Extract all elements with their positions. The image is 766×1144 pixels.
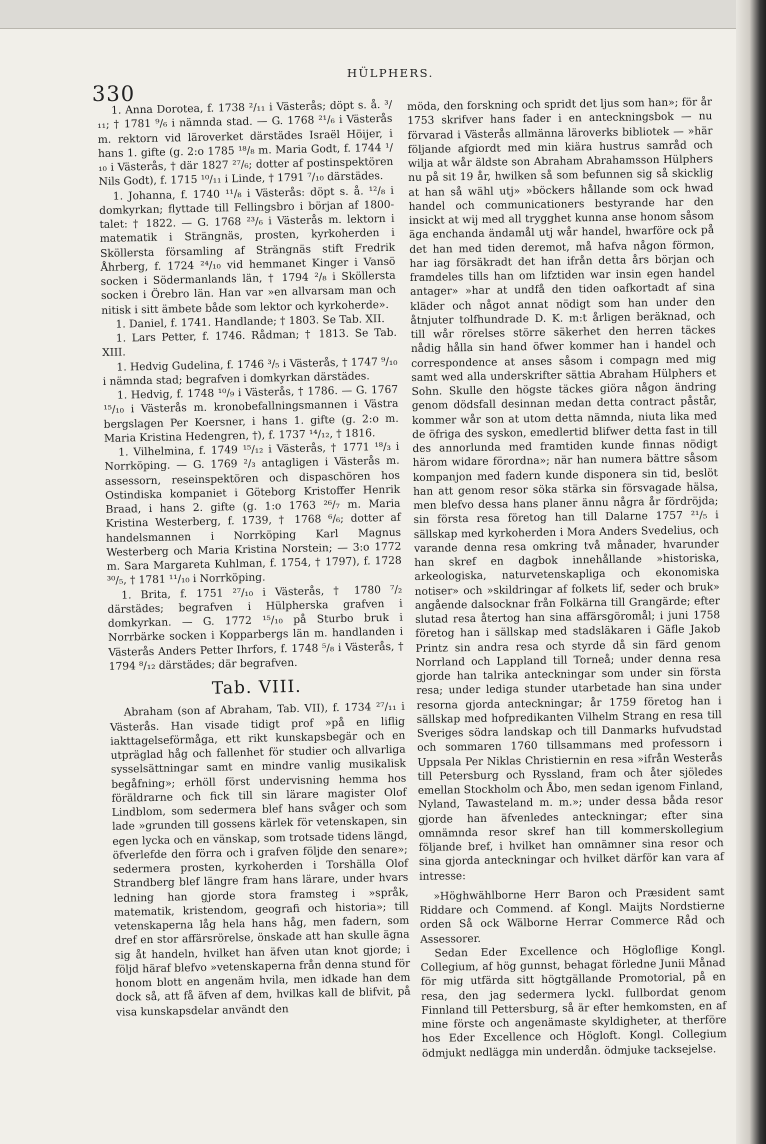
entry-hedvig-gudelina: 1. Hedvig Gudelina, f. 1746 ³/₅ i Västerås, † 1747 ⁹/₁₀ i nämnda stad; begrafven i domkyrkan därstädes. xyxy=(102,355,398,388)
letter-salutation: »Höghwählborne Herr Baron och Præsident samt Riddare och Commend. af Kongl. Maijts Nordstierne orden Så ock Wälborne Herrar Commerce Råd och Assessorer. xyxy=(419,885,726,946)
left-column xyxy=(97,98,411,1020)
entry-daniel: 1. Daniel, f. 1741. Handlande; † 1803. Se Tab. XII. xyxy=(115,312,385,331)
entry-anna-dorotea: 1. Anna Dorotea, f. 1738 ²/₁₁ i Västerås; döpt s. å. ³/₁₁; † 1781 ⁹/₆ i nämnda stad. — G. 1768 ²¹/₆ i Västerås m. rektorn vid läroverket därstädes Israël Höijer, i hans 1. gifte (g. 2:o 1785 ¹⁸/₈ m. Maria Godt, f. 1744 ¹/₁₀ i Västerås, † där 1827 ²⁷/₆; dotter af postinspektören Nils Godt), f. 1715 ¹⁰/₁₁ i Linde, † 1791 ⁷/₁₀ därstädes. xyxy=(97,98,394,189)
entry-johanna: 1. Johanna, f. 1740 ¹¹/₈ i Västerås: döpt s. å. ¹²/₈ i domkyrkan; flyttade till Fellingsbro i början af 1800-talet: † 1822. — G. 1768 ²³/₆ i Västerås m. lektorn i matematik i Strängnäs, prosten, kyrkoherden i Sköllersta församling af Strängnäs stift Fredrik Åhrberg, f. 1724 ²⁴/₁₀ vid hemmanet Kinger i Vansö socken i Södermanlands län, † 1794 ²/₈ i Sköllersta socken i Örebro län. Han var »en allvarsam man och nitisk i sitt ämbete både som lektor och kyrkoherde». xyxy=(99,184,397,317)
book-spine-shadow xyxy=(736,0,766,1144)
page-number: 330 xyxy=(92,82,136,106)
letter-body: Sedan Eder Excellence och Högloflige Kongl. Collegium, af hög gunnst, behagat förledne Junii Månad för mig utfärda sitt högtgällande Promotorial, på en resa, den jag sedermera lyckl. fullbordat genom Finnland till Pettersburg, så är efter hemkomsten, en af mine förste och angenämaste skyldigheter, at therföre hos Eder Excellence och Högloft. Kongl. Collegium ödmjukt nedlägga min underdån. ödmjuke tacksejelse. xyxy=(420,942,727,1060)
entry-lars-petter: 1. Lars Petter, f. 1746. Rådman; † 1813. Se Tab. XIII. xyxy=(102,326,397,360)
scanner-edge xyxy=(0,0,766,29)
right-column xyxy=(407,95,727,1060)
page-header xyxy=(92,54,732,106)
tab-heading: Tab. VIII. xyxy=(211,676,302,699)
entry-vilhelmina: 1. Vilhelmina, f. 1749 ¹⁵/₁₂ i Västerås, † 1771 ¹⁸/₃ i Norrköping. — G. 1769 ²/₃ antagligen i Västerås m. assessorn, reseinspektören och dispaschören hos Ostindiska kompaniet i Göteborg Kristoffer Henrik Braad, i hans 2. gifte (g. 1:o 1763 ²⁶/₇ m. Maria Kristina Westerberg, f. 1739, † 1768 ⁶/₆; dotter af handelsmannen i Norrköping Karl Magnus Westerberg och Maria Kristina Norstein; — 3:o 1772 m. Sara Margareta Kuhlman, f. 1754, † 1797), f. 1728 ³⁰/₅, † 1781 ¹¹/₁₀ i Norrköping. xyxy=(104,440,402,588)
abraham-continued: möda, den forskning och spridt det ljus som han»; för år 1753 skrifver hans fader i en anteckningsbok — nu förvarad i Västerås allmänna läroverks bibliotek — »här följande afgiordt med min kiära hustrus samråd och wilja at wår äldste son Abraham Abrahamsson Hülphers nu på sit 19 år, hwilken så som befunnen sig så skicklig at han så wähl utj» »böckers hållande som ock hwad handel och communicationers bestyrande har den insickt at wij med all trygghet kunna anse honom såsom äga enchanda ändamål utj wår handel, hwarföre ock på det han med tiden deremot, må hafva någon förmon, har iag försäkradt det han ifrån detta års början och framdeles tills han om lifztiden war insin egen handel antager» »har at undfå den tiden oafkortadt af sina kläder och något annat nödigt som han under den åtnjuter tolfhundrade D. K. m:t årligen beräknad, och till wår rörelses större säkerhet den herren täckes nådig hålla sin hand öfwer kommer han i handel och correspondence at anses såsom i compagn med mig samt wed alla underskrifter sättia Abraham Hülphers et Sohn. Skulle den högste täckes giöra någon ändring genom dödsfall desinnan medan detta contract påstår, kommer wår son at utom detta nämnda, niuta lika med de öfriga des syskon, emedlertid blifwer detta fast in till des annorlunda med framtiden kunde finnas nödigt härom widare förordna»; när han numera bättre såsom kompanjon med fadern kunde disponera sin tid, beslöt han att genom resor söka stärka sin försvagade hälsa, men blefvo dessa hans planer ännu några år fördröjda; sin första resa företog han till Dalarne 1757 ²¹/₅ i sällskap med kyrkoherden i Mora Anders Svedelius, och varande denna resa omkring två månader, hvarunder han skref en dagbok innehållande »historiska, arkeologiska, naturvetenskapliga och ekonomiska notiser» och »skildringar af folkets lif, seder och bruk» angående dalsocknar från Folkärna till Grangärde; efter slutad resa återtog han sina affärsgöromål; i juni 1758 företog han i sällskap med stadsläkaren i Gäfle Jakob Printz sin andra resa och styrde då sin färd genom Norrland och Lappland till Torneå; under denna resa gjorde han talrika anteckningar som under sin första resa; under lediga stunder utarbetade han sina under resorna gjorda anteckningar; år 1759 företog han i sällskap med hofpredikanten Vilhelm Strang en resa till Sveriges södra landskap och till Danmarks hufvudstad och sommaren 1760 tillsammans med professorn i Uppsala Per Niklas Christiernin en resa »ifrån Westerås till Petersburg och Ryssland, fram och åter sjöledes emellan Stockholm och Åbo, men sedan igenom Finland, Nyland, Tawasteland m. m.»; under dessa båda resor gjorde han äfvenledes anteckningar; efter sina omnämnda resor skref han till kommerskollegium följande bref, i hvilket han omnämner sina resor och sina gjorda anteckningar och hvilket därför kan vara af intresse: xyxy=(407,96,725,883)
running-head: HÜLPHERS. xyxy=(347,66,434,80)
entry-abraham: Abraham (son af Abraham, Tab. VII), f. 1734 ²⁷/₁₁ i Västerås. Han visade tidigt prof »på en liflig iakttagelseförmåga, ett rikt kunskapsbegär och en utpräglad håg och fallenhet för studier och allvarliga sysselsättningar samt en mindre vanlig musikalisk begåfning»; erhöll först undervisning hemma hos föräldrarne och fick till sin lärare magister Olof Lindblom, som sedermera blef hans svåger och som lade »grunden till gossens kärlek för vetenskapen, sin egen lycka och en vänskap, som trotsade tidens längd, öfverlefde den förra och i grafven följde den senare»; sedermera prosten, kyrkoherden i Torshälla Olof Strandberg blef längre fram hans lärare, under hvars ledning han gjorde stora framsteg i »språk, matematik, kristendom, geografi och historia»; till vetenskaperna låg hela hans håg, men fadern, som dref en stor affärsrörelse, önskade att han skulle ägna sig åt handeln, hvilket han äfven utan knot gjorde; i följd häraf blefvo »vetenskaperna från denna stund för honom blott en angenäm hvila, men idkade han dem dock så, att få äfven af dem, hvilkas kall de blifvit, på visa kunskapsdelar användt den xyxy=(109,700,411,1019)
entry-brita: 1. Brita, f. 1751 ²⁷/₁₀ i Västerås, † 1780 ⁷/₂ därstädes; begrafven i Hülpherska grafven i domkyrkan. — G. 1772 ¹⁵/₁₀ på Sturbo bruk i Norrbärke socken i Kopparbergs län m. handlanden i Västerås Anders Petter Ihrfors, f. 1748 ⁵/₈ i Västerås, † 1794 ⁸/₁₂ därstädes; där begrafven. xyxy=(107,583,404,673)
entry-hedvig: 1. Hedvig, f. 1748 ¹⁰/₉ i Västerås, † 1786. — G. 1767 ¹⁵/₁₀ i Västerås m. kronobefallningsmannen i Västra bergslagen Per Koersner, i hans 1. gifte (g. 2:o m. Maria Kristina Hedengren, †), f. 1737 ¹⁴/₁₂, † 1816. xyxy=(103,383,399,445)
